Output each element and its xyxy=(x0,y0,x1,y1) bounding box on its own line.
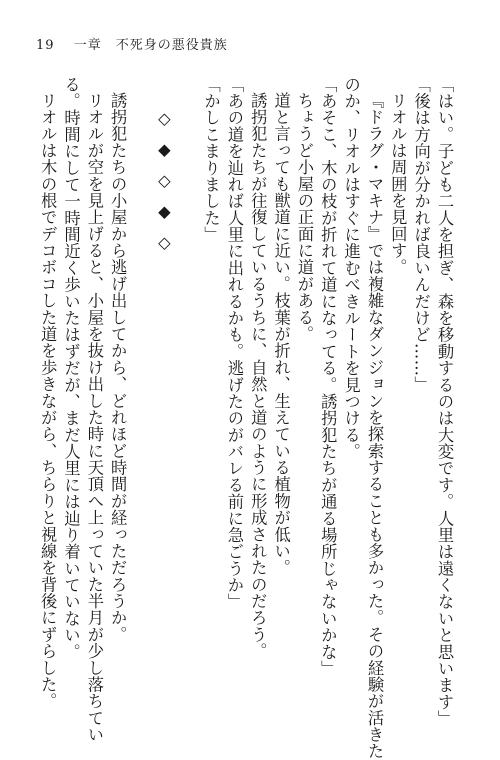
blank-line xyxy=(129,76,152,636)
text-line: リオルは周囲を見回す。 xyxy=(388,92,408,276)
text-line: 誘拐犯たちが往復しているうちに、自然と道のように形成されたのだろう。 xyxy=(248,92,268,660)
text-line: 「はい。子ども二人を担ぎ、森を移動するのは大変です。人里は遠くないと思います」 xyxy=(435,76,454,727)
page-number: 19 xyxy=(36,38,55,53)
text-line: 「あそこ、木の枝が折れて道になってる。誘拐犯たちが通る場所じゃないかな」 xyxy=(318,76,338,677)
text-line: る。時間にして一時間近く歩いたはずだが、まだ人里には辿り着いていない。 xyxy=(61,76,81,661)
text-line: 『ドラグ・マキナ』では複雑なダンジョンを探索することも多かった。その経験が活きた xyxy=(364,92,384,760)
text-line: リオルは木の根でデコボコした道を歩きながら、ちらりと視線を背後にずらした。 xyxy=(38,92,58,710)
text-line: リオルが空を見上げると、小屋を抜け出した時に天頂へ上っていた半月が少し落ちてい xyxy=(84,92,104,744)
text-line: 誘拐犯たちの小屋から逃げ出してから、どれほど時間が経っただろうか。 xyxy=(108,92,128,644)
blank-line xyxy=(176,76,199,636)
text-line: 道と言っても獣道に近い。枝葉が折れ、生えている植物が低い。 xyxy=(271,92,291,577)
running-header xyxy=(36,34,228,53)
chapter-title: 一章 不死身の悪役貴族 xyxy=(73,38,228,53)
vertical-text-body xyxy=(38,76,456,760)
scene-break-ornament: ◇◆◇◆◇ xyxy=(154,108,174,264)
text-line: 「後は方向が分かれば良いんだけど……」 xyxy=(411,76,431,394)
text-line: 「かしこまりました」 xyxy=(201,76,221,243)
text-line: 「あの道を辿れば人里に出れるかも。逃げたのがバレる前に急ごうか」 xyxy=(224,76,244,611)
text-line: のか、リオルはすぐに進むべきルートを見つける。 xyxy=(341,76,361,460)
text-line: ちょうど小屋の正面に道がある。 xyxy=(294,92,314,343)
